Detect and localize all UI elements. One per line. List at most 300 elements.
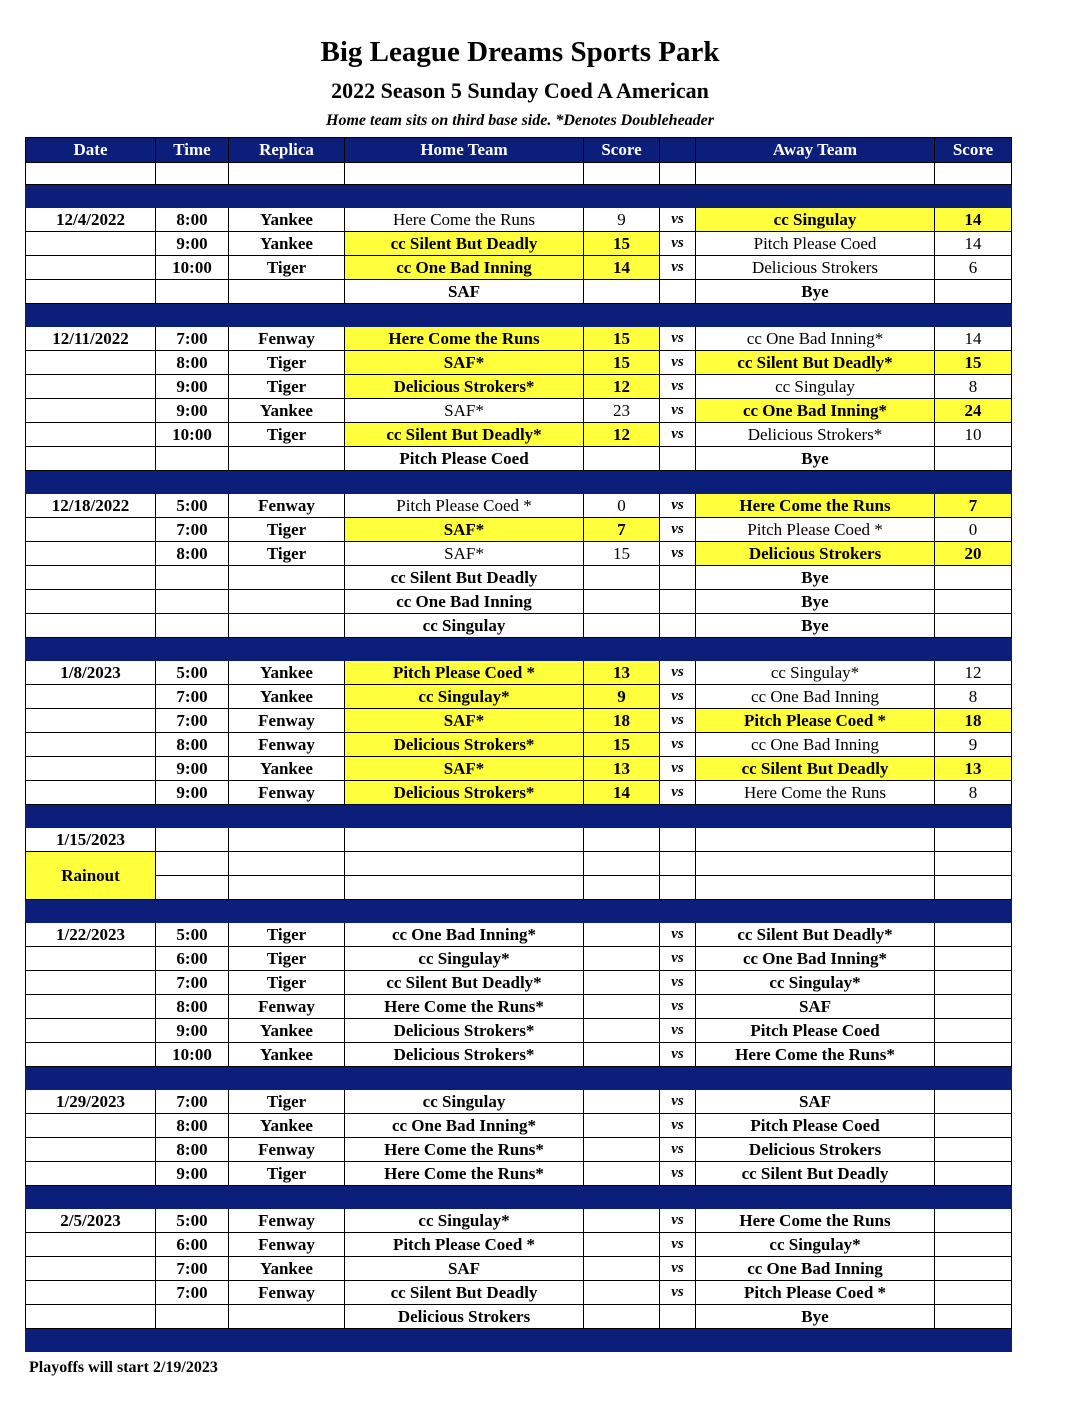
field-name: Tiger — [229, 423, 345, 447]
separator-row — [26, 185, 1012, 208]
separator-cell — [156, 1067, 229, 1090]
empty-cell — [26, 781, 156, 805]
away-team: cc Singulay* — [696, 1233, 935, 1257]
col-away-team: Away Team — [696, 138, 935, 163]
away-team: Here Come the Runs — [696, 494, 935, 518]
separator-cell — [26, 185, 156, 208]
home-score: 12 — [584, 375, 660, 399]
away-team: Bye — [696, 447, 935, 471]
table-row — [26, 1162, 1012, 1186]
schedule-body — [26, 163, 1012, 1352]
blank-cell — [26, 163, 156, 185]
blank-cell — [935, 163, 1012, 185]
field-name: Yankee — [229, 399, 345, 423]
table-row — [26, 614, 1012, 638]
empty-cell — [26, 542, 156, 566]
vs-label: vs — [660, 518, 696, 542]
separator-cell — [935, 805, 1012, 828]
empty-cell — [660, 614, 696, 638]
field-name: Fenway — [229, 1233, 345, 1257]
game-time: 9:00 — [156, 781, 229, 805]
away-score: 6 — [935, 256, 1012, 280]
away-score — [935, 923, 1012, 947]
separator-cell — [229, 638, 345, 661]
home-score: 18 — [584, 709, 660, 733]
vs-label: vs — [660, 971, 696, 995]
game-time: 7:00 — [156, 518, 229, 542]
empty-cell — [26, 1162, 156, 1186]
game-time: 9:00 — [156, 757, 229, 781]
vs-label: vs — [660, 1257, 696, 1281]
home-team: cc Silent But Deadly — [345, 566, 584, 590]
away-team: cc Singulay* — [696, 971, 935, 995]
table-row — [26, 709, 1012, 733]
vs-label: vs — [660, 494, 696, 518]
table-row — [26, 1305, 1012, 1329]
separator-row — [26, 805, 1012, 828]
empty-cell — [229, 876, 345, 900]
field-name: Yankee — [229, 1043, 345, 1067]
away-score: 9 — [935, 733, 1012, 757]
away-score — [935, 1305, 1012, 1329]
separator-cell — [584, 805, 660, 828]
home-team: cc One Bad Inning* — [345, 923, 584, 947]
empty-cell — [26, 447, 156, 471]
separator-cell — [584, 304, 660, 327]
separator-cell — [345, 1329, 584, 1352]
table-row — [26, 494, 1012, 518]
field-name: Tiger — [229, 947, 345, 971]
separator-cell — [696, 900, 935, 923]
empty-cell — [26, 280, 156, 304]
away-team: cc Silent But Deadly — [696, 757, 935, 781]
game-time: 8:00 — [156, 208, 229, 232]
empty-cell — [696, 876, 935, 900]
game-time: 9:00 — [156, 1019, 229, 1043]
game-time: 10:00 — [156, 1043, 229, 1067]
blank-cell — [660, 163, 696, 185]
away-team: Pitch Please Coed * — [696, 518, 935, 542]
vs-label: vs — [660, 1233, 696, 1257]
home-score: 15 — [584, 232, 660, 256]
away-team: cc One Bad Inning* — [696, 327, 935, 351]
home-score — [584, 1138, 660, 1162]
separator-cell — [584, 471, 660, 494]
separator-cell — [229, 805, 345, 828]
home-score — [584, 1281, 660, 1305]
home-team: SAF* — [345, 399, 584, 423]
page-title: Big League Dreams Sports Park — [320, 36, 720, 68]
home-team: cc Singulay* — [345, 947, 584, 971]
field-name: Fenway — [229, 733, 345, 757]
game-time — [156, 590, 229, 614]
game-time: 8:00 — [156, 1138, 229, 1162]
separator-cell — [660, 471, 696, 494]
separator-cell — [26, 1067, 156, 1090]
away-score: 10 — [935, 423, 1012, 447]
home-team: Pitch Please Coed * — [345, 661, 584, 685]
home-team: SAF* — [345, 351, 584, 375]
separator-cell — [935, 1329, 1012, 1352]
home-score — [584, 1257, 660, 1281]
separator-cell — [696, 185, 935, 208]
away-team: Delicious Strokers — [696, 1138, 935, 1162]
vs-label: vs — [660, 1138, 696, 1162]
home-team: SAF — [345, 1257, 584, 1281]
vs-label: vs — [660, 256, 696, 280]
vs-label: vs — [660, 327, 696, 351]
game-time: 10:00 — [156, 423, 229, 447]
empty-cell — [584, 876, 660, 900]
separator-cell — [229, 1329, 345, 1352]
empty-cell — [696, 828, 935, 852]
field-name: Tiger — [229, 542, 345, 566]
home-team: Here Come the Runs* — [345, 995, 584, 1019]
separator-row — [26, 304, 1012, 327]
away-score — [935, 971, 1012, 995]
separator-cell — [935, 1067, 1012, 1090]
home-score — [584, 971, 660, 995]
away-team: Bye — [696, 614, 935, 638]
table-row — [26, 447, 1012, 471]
home-score — [584, 1019, 660, 1043]
home-score: 9 — [584, 685, 660, 709]
empty-cell — [26, 423, 156, 447]
table-row — [26, 733, 1012, 757]
game-date: 1/15/2023 — [26, 828, 156, 852]
away-score — [935, 566, 1012, 590]
away-score — [935, 1257, 1012, 1281]
game-time: 7:00 — [156, 685, 229, 709]
away-score — [935, 1114, 1012, 1138]
game-time: 5:00 — [156, 923, 229, 947]
field-name: Fenway — [229, 327, 345, 351]
home-score: 7 — [584, 518, 660, 542]
vs-label: vs — [660, 232, 696, 256]
table-row — [26, 685, 1012, 709]
table-row — [26, 256, 1012, 280]
field-name: Fenway — [229, 995, 345, 1019]
empty-cell — [345, 828, 584, 852]
separator-cell — [935, 1186, 1012, 1209]
empty-cell — [26, 1138, 156, 1162]
separator-cell — [660, 900, 696, 923]
separator-cell — [660, 304, 696, 327]
away-score — [935, 1019, 1012, 1043]
empty-cell — [156, 876, 229, 900]
field-name: Fenway — [229, 1138, 345, 1162]
separator-cell — [156, 1186, 229, 1209]
col-away-score: Score — [935, 138, 1012, 163]
vs-label: vs — [660, 995, 696, 1019]
vs-label: vs — [660, 709, 696, 733]
empty-cell — [660, 1305, 696, 1329]
table-row — [26, 1257, 1012, 1281]
game-time: 8:00 — [156, 1114, 229, 1138]
game-date: 2/5/2023 — [26, 1209, 156, 1233]
separator-cell — [156, 805, 229, 828]
away-score: 14 — [935, 208, 1012, 232]
away-team: cc Silent But Deadly* — [696, 923, 935, 947]
empty-cell — [156, 852, 229, 876]
home-team: Here Come the Runs* — [345, 1162, 584, 1186]
field-name: Tiger — [229, 923, 345, 947]
away-team: SAF — [696, 1090, 935, 1114]
empty-cell — [26, 375, 156, 399]
game-date: 12/4/2022 — [26, 208, 156, 232]
empty-cell — [935, 852, 1012, 876]
field-name: Fenway — [229, 494, 345, 518]
game-time: 7:00 — [156, 1257, 229, 1281]
home-team: cc Silent But Deadly* — [345, 423, 584, 447]
field-name: Yankee — [229, 685, 345, 709]
vs-label: vs — [660, 1162, 696, 1186]
separator-row — [26, 1067, 1012, 1090]
empty-cell — [26, 518, 156, 542]
separator-cell — [229, 900, 345, 923]
field-name: Tiger — [229, 375, 345, 399]
game-time: 5:00 — [156, 661, 229, 685]
separator-cell — [156, 1329, 229, 1352]
empty-cell — [660, 447, 696, 471]
page-subtitle: 2022 Season 5 Sunday Coed A American — [331, 78, 709, 103]
table-row — [26, 852, 1012, 876]
table-row — [26, 1043, 1012, 1067]
home-team: Delicious Strokers* — [345, 375, 584, 399]
home-team: cc Singulay — [345, 614, 584, 638]
away-team: Bye — [696, 566, 935, 590]
home-team: cc Singulay* — [345, 1209, 584, 1233]
table-row — [26, 399, 1012, 423]
away-score: 8 — [935, 781, 1012, 805]
away-score — [935, 614, 1012, 638]
home-team: cc Silent But Deadly* — [345, 971, 584, 995]
field-name: Fenway — [229, 781, 345, 805]
field-name: Fenway — [229, 1209, 345, 1233]
game-time: 7:00 — [156, 971, 229, 995]
separator-cell — [584, 638, 660, 661]
table-row — [26, 542, 1012, 566]
home-score: 0 — [584, 494, 660, 518]
field-name — [229, 614, 345, 638]
game-date: 1/22/2023 — [26, 923, 156, 947]
home-score — [584, 614, 660, 638]
col-home-team: Home Team — [345, 138, 584, 163]
home-score: 13 — [584, 661, 660, 685]
away-team: Delicious Strokers — [696, 256, 935, 280]
away-score: 15 — [935, 351, 1012, 375]
away-score — [935, 947, 1012, 971]
home-team: Delicious Strokers* — [345, 733, 584, 757]
table-row — [26, 947, 1012, 971]
separator-cell — [584, 1329, 660, 1352]
away-team: cc Singulay — [696, 375, 935, 399]
empty-cell — [660, 876, 696, 900]
home-score — [584, 1209, 660, 1233]
home-score: 9 — [584, 208, 660, 232]
home-team: Delicious Strokers* — [345, 781, 584, 805]
table-row — [26, 590, 1012, 614]
away-team: Here Come the Runs* — [696, 1043, 935, 1067]
home-team: Here Come the Runs — [345, 208, 584, 232]
vs-label: vs — [660, 542, 696, 566]
away-score: 0 — [935, 518, 1012, 542]
home-score: 15 — [584, 542, 660, 566]
field-name: Yankee — [229, 1114, 345, 1138]
home-team: SAF — [345, 280, 584, 304]
away-team: SAF — [696, 995, 935, 1019]
vs-label: vs — [660, 1209, 696, 1233]
home-score: 14 — [584, 256, 660, 280]
empty-cell — [26, 971, 156, 995]
away-score — [935, 590, 1012, 614]
empty-cell — [229, 828, 345, 852]
vs-label: vs — [660, 661, 696, 685]
separator-cell — [26, 638, 156, 661]
table-row — [26, 757, 1012, 781]
empty-cell — [156, 828, 229, 852]
away-score — [935, 1043, 1012, 1067]
col-date: Date — [26, 138, 156, 163]
separator-cell — [229, 304, 345, 327]
separator-cell — [345, 638, 584, 661]
away-score — [935, 1162, 1012, 1186]
empty-cell — [26, 709, 156, 733]
col-home-score: Score — [584, 138, 660, 163]
separator-cell — [935, 638, 1012, 661]
game-time: 9:00 — [156, 399, 229, 423]
col-time: Time — [156, 138, 229, 163]
home-score: 14 — [584, 781, 660, 805]
home-team: cc One Bad Inning — [345, 256, 584, 280]
field-name: Yankee — [229, 757, 345, 781]
away-team: Delicious Strokers — [696, 542, 935, 566]
blank-cell — [345, 163, 584, 185]
away-team: Here Come the Runs — [696, 1209, 935, 1233]
rainout-label: Rainout — [26, 852, 156, 900]
vs-label: vs — [660, 781, 696, 805]
table-row — [26, 971, 1012, 995]
game-date: 1/8/2023 — [26, 661, 156, 685]
away-team: Pitch Please Coed * — [696, 709, 935, 733]
separator-cell — [156, 185, 229, 208]
table-row — [26, 1233, 1012, 1257]
field-name — [229, 1305, 345, 1329]
separator-cell — [660, 638, 696, 661]
table-row — [26, 327, 1012, 351]
separator-cell — [696, 471, 935, 494]
empty-cell — [26, 733, 156, 757]
field-name — [229, 566, 345, 590]
blank-cell — [584, 163, 660, 185]
away-score — [935, 447, 1012, 471]
away-score: 14 — [935, 232, 1012, 256]
separator-cell — [345, 805, 584, 828]
separator-cell — [345, 1067, 584, 1090]
home-score — [584, 1162, 660, 1186]
separator-cell — [935, 185, 1012, 208]
separator-cell — [26, 471, 156, 494]
separator-cell — [345, 900, 584, 923]
empty-cell — [26, 1019, 156, 1043]
vs-label: vs — [660, 399, 696, 423]
game-time: 8:00 — [156, 351, 229, 375]
field-name: Fenway — [229, 709, 345, 733]
home-score — [584, 995, 660, 1019]
table-row — [26, 781, 1012, 805]
away-score: 8 — [935, 375, 1012, 399]
empty-cell — [26, 1281, 156, 1305]
home-score — [584, 1043, 660, 1067]
table-row — [26, 208, 1012, 232]
empty-cell — [229, 852, 345, 876]
vs-label: vs — [660, 685, 696, 709]
empty-cell — [26, 1257, 156, 1281]
game-date: 1/29/2023 — [26, 1090, 156, 1114]
away-team: Bye — [696, 280, 935, 304]
vs-label: vs — [660, 375, 696, 399]
away-score — [935, 995, 1012, 1019]
game-time: 5:00 — [156, 494, 229, 518]
empty-cell — [584, 828, 660, 852]
table-row — [26, 923, 1012, 947]
away-score — [935, 1138, 1012, 1162]
away-team: Bye — [696, 1305, 935, 1329]
home-team: cc One Bad Inning* — [345, 1114, 584, 1138]
empty-cell — [26, 590, 156, 614]
home-score: 23 — [584, 399, 660, 423]
home-team: cc Silent But Deadly — [345, 1281, 584, 1305]
table-row — [26, 280, 1012, 304]
empty-cell — [26, 566, 156, 590]
game-time: 7:00 — [156, 1090, 229, 1114]
separator-cell — [660, 185, 696, 208]
away-team: cc One Bad Inning* — [696, 399, 935, 423]
away-team: cc One Bad Inning — [696, 685, 935, 709]
game-time: 7:00 — [156, 1281, 229, 1305]
separator-cell — [229, 185, 345, 208]
blank-row — [26, 163, 1012, 185]
away-score — [935, 1281, 1012, 1305]
separator-cell — [26, 1186, 156, 1209]
field-name: Yankee — [229, 661, 345, 685]
vs-label: vs — [660, 1090, 696, 1114]
separator-cell — [584, 900, 660, 923]
field-name: Tiger — [229, 971, 345, 995]
game-time: 8:00 — [156, 542, 229, 566]
separator-cell — [660, 1186, 696, 1209]
game-time: 7:00 — [156, 709, 229, 733]
home-team: SAF* — [345, 757, 584, 781]
home-team: Pitch Please Coed — [345, 447, 584, 471]
empty-cell — [660, 566, 696, 590]
empty-cell — [345, 852, 584, 876]
home-team: cc One Bad Inning — [345, 590, 584, 614]
empty-cell — [26, 947, 156, 971]
vs-label: vs — [660, 1043, 696, 1067]
separator-cell — [26, 805, 156, 828]
empty-cell — [660, 590, 696, 614]
empty-cell — [26, 399, 156, 423]
home-score — [584, 280, 660, 304]
game-time: 6:00 — [156, 1233, 229, 1257]
header-row — [26, 138, 1012, 163]
away-team: cc Singulay* — [696, 661, 935, 685]
separator-cell — [660, 805, 696, 828]
field-name: Tiger — [229, 256, 345, 280]
away-score: 18 — [935, 709, 1012, 733]
separator-cell — [696, 638, 935, 661]
